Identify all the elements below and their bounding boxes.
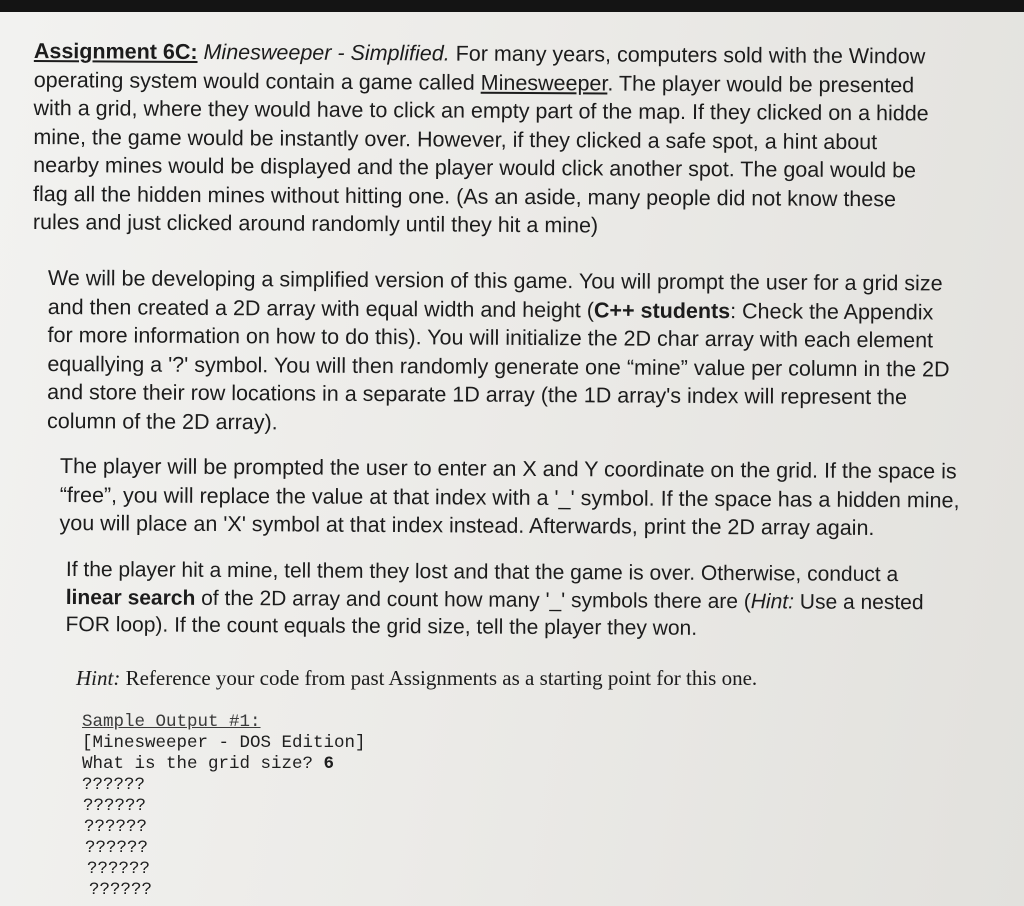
linear-search-term: linear search bbox=[65, 585, 196, 610]
instructions-line-5: and store their row locations in a separate 1D array (the 1D array's index will represent the bbox=[47, 379, 908, 410]
sample-prompt-line: What is the grid size? 6 bbox=[82, 754, 335, 774]
assignment-title: Assignment 6C: bbox=[33, 38, 198, 64]
intro-line-4: mine, the game would be instantly over. However, if they clicked a safe spot, a hint about bbox=[33, 124, 878, 154]
hint-note bbox=[76, 664, 757, 692]
player-line-1: The player will be prompted the user to enter an X and Y coordinate on the grid. If the space is bbox=[59, 453, 957, 484]
player-line-3: you will place an 'X' symbol at that index instead. Afterwards, print the 2D array again. bbox=[59, 510, 875, 540]
intro-line-5: nearby mines would be displayed and the player would click another spot. The goal would be bbox=[33, 152, 917, 183]
sample-title-line: [Minesweeper - DOS Edition] bbox=[82, 733, 366, 753]
sample-heading: Sample Output #1: bbox=[82, 712, 261, 732]
win-loss-paragraph bbox=[65, 556, 923, 644]
cpp-students-note: C++ students bbox=[593, 297, 731, 323]
grid-row: ?????? bbox=[89, 880, 153, 900]
win-loss-line-2: linear search of the 2D array and count how many '_' symbols there are (Hint: Use a nested bbox=[65, 585, 924, 614]
instructions-line-4: equallying a '?' symbol. You will then randomly generate one “mine” value per column in the 2D bbox=[47, 351, 950, 382]
win-loss-line-1: If the player hit a mine, tell them they lost and that the game is over. Otherwise, conduct a bbox=[65, 557, 899, 587]
hint-label: Hint: bbox=[76, 666, 121, 690]
assignment-subtitle: Minesweeper - Simplified. bbox=[203, 40, 450, 66]
minesweeper-link[interactable]: Minesweeper bbox=[480, 70, 608, 96]
intro-line-3: with a grid, where they would have to click an empty part of the map. If they clicked on a hidde bbox=[33, 95, 929, 126]
player-line-2: “free”, you will replace the value at that index with a '_' symbol. If the space has a hidden mine, bbox=[59, 482, 960, 512]
sample-answer: 6 bbox=[323, 754, 335, 774]
intro-line-7: rules and just clicked around randomly until they hit a mine) bbox=[32, 209, 599, 238]
grid-row: ?????? bbox=[82, 775, 146, 795]
intro-line-2: operating system would contain a game called Minesweeper. The player would be presented bbox=[33, 67, 915, 97]
instructions-line-6: column of the 2D array). bbox=[46, 408, 278, 434]
grid-row: ?????? bbox=[84, 817, 148, 837]
grid-row: ?????? bbox=[87, 859, 151, 879]
grid-row: ?????? bbox=[85, 838, 149, 858]
intro-paragraph bbox=[33, 37, 929, 242]
instructions-line-1: We will be developing a simplified version of this game. You will prompt the user for a grid size bbox=[47, 265, 943, 296]
intro-line-1: Assignment 6C: Minesweeper - Simplified. For many years, computers sold with the Window bbox=[33, 38, 926, 69]
instructions-paragraph bbox=[47, 264, 950, 441]
intro-line-6: flag all the hidden mines without hitting one. (As an aside, many people did not know these bbox=[32, 181, 897, 211]
document-page bbox=[0, 12, 1024, 906]
instructions-line-3: for more information on how to do this). You will initialize the 2D char array with each element bbox=[47, 322, 934, 353]
player-input-paragraph bbox=[59, 452, 959, 543]
monitor-bezel bbox=[0, 0, 1024, 12]
win-loss-line-3: FOR loop). If the count equals the grid size, tell the player they won. bbox=[65, 612, 698, 640]
sample-output bbox=[82, 712, 366, 901]
grid-row: ?????? bbox=[83, 796, 147, 816]
hint-text: Reference your code from past Assignments as a starting point for this one. bbox=[120, 666, 758, 690]
instructions-line-2: and then created a 2D array with equal width and height (C++ students: Check the Appendix bbox=[47, 294, 934, 324]
